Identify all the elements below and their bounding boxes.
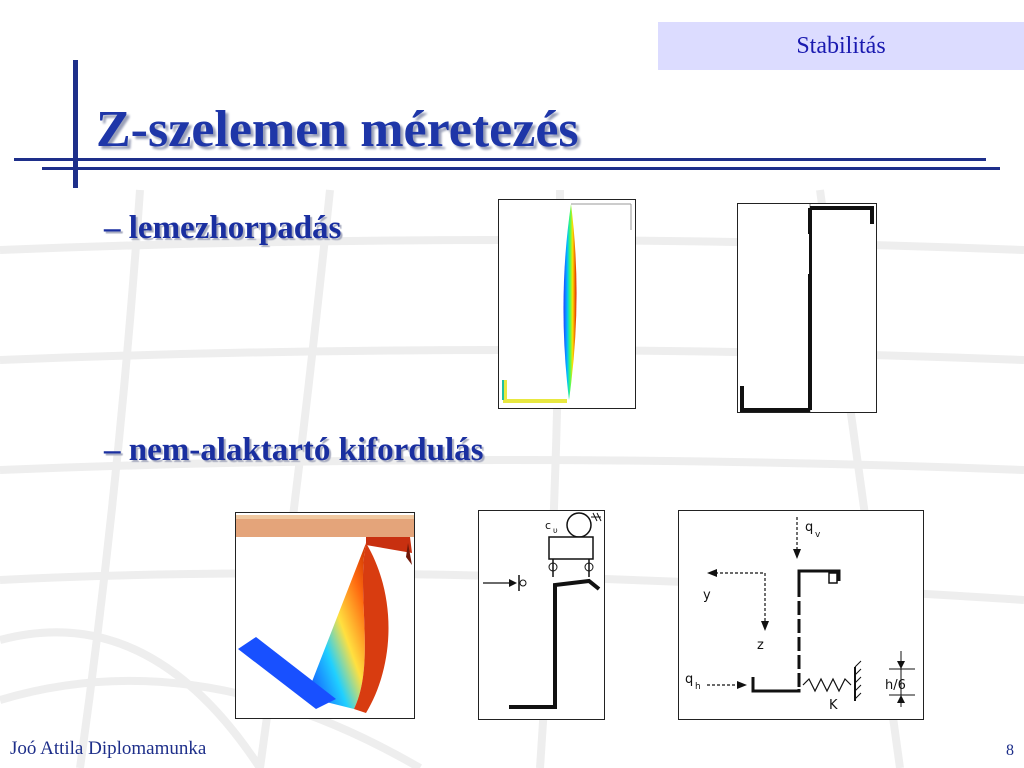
- qv-subscript: v: [815, 530, 821, 540]
- z-axis-label: z: [757, 638, 764, 653]
- footer-author: Joó Attila Diplomamunka: [10, 738, 207, 759]
- h6-label: h/6: [885, 678, 906, 693]
- distortional-buckling-3d-figure: [235, 512, 415, 719]
- load-diagram: [678, 510, 924, 720]
- bullet-distortional-buckling: [104, 432, 484, 469]
- title-underline-secondary: [42, 167, 1000, 170]
- distortional-buckling-plot: [236, 513, 414, 718]
- qh-subscript: h: [695, 682, 701, 692]
- y-axis-label: y: [703, 588, 711, 603]
- buckling-mode-plot: [499, 200, 635, 408]
- z-section-figure: [737, 203, 877, 413]
- section-tag: Stabilitás: [658, 22, 1024, 70]
- bullet-text: nem-alaktartó kifordulás: [128, 432, 484, 468]
- bullet-dash: –: [104, 210, 121, 246]
- buckling-mode-figure: [498, 199, 636, 409]
- k-label: K: [829, 698, 838, 713]
- z-section-drawing: [738, 204, 876, 412]
- load-drawing: [679, 511, 923, 719]
- page-number: 8: [1006, 742, 1014, 759]
- qh-label: q: [685, 672, 694, 687]
- cv-label: c: [545, 519, 552, 532]
- restraint-drawing: [479, 511, 604, 719]
- cv-subscript: υ: [553, 526, 558, 535]
- bullet-dash: –: [104, 432, 121, 468]
- qv-label: q: [805, 520, 814, 535]
- restraint-diagram: [478, 510, 605, 720]
- bullet-plate-buckling: [104, 210, 341, 247]
- bullet-text: lemezhorpadás: [128, 210, 342, 246]
- page-title: Z-szelemen méretezés: [96, 101, 579, 158]
